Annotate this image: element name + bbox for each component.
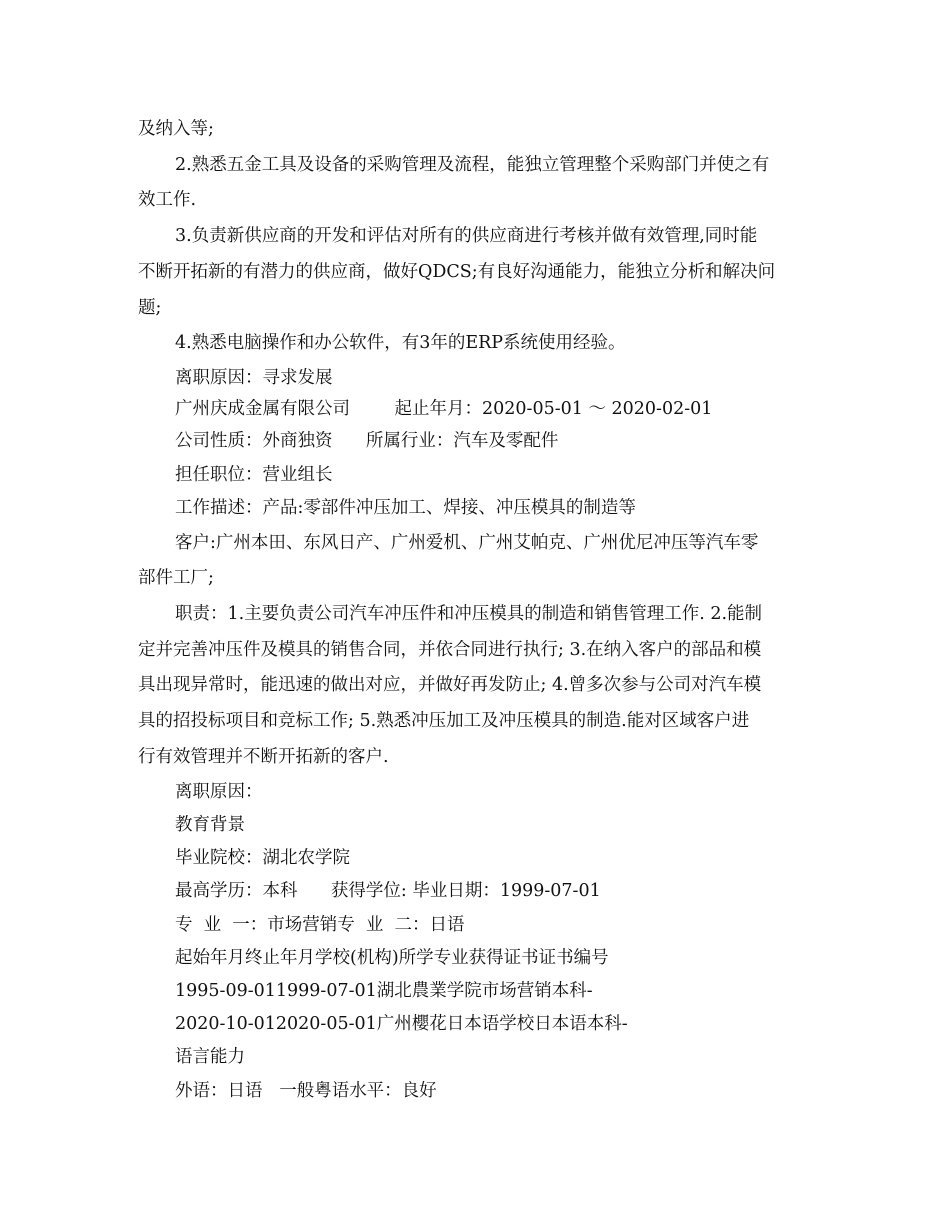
text-line: 离职原因：寻求发展 xyxy=(175,368,333,388)
text-line: 公司性质：外商独资 所属行业：汽车及零配件 xyxy=(175,431,559,451)
text-line: 题; xyxy=(138,298,162,318)
text-line: 具出现异常时，能迅速的做出对应，并做好再发防止; 4.曾多次参与公司对汽车模 xyxy=(138,675,762,695)
text-line: 教育背景 xyxy=(175,815,245,835)
text-line: 担任职位：营业组长 xyxy=(175,465,333,485)
text-line: 最高学历：本科 获得学位: 毕业日期：1999-07-01 xyxy=(175,881,601,901)
text-line: 起始年月终止年月学校(机构)所学专业获得证书证书编号 xyxy=(175,948,609,968)
text-line: 定并完善冲压件及模具的销售合同，并依合同进行执行; 3.在纳入客户的部品和模 xyxy=(138,640,762,660)
text-line: 4.熟悉电脑操作和办公软件，有3年的ERP系统使用经验。 xyxy=(175,333,626,353)
text-line: 及纳入等; xyxy=(138,119,214,139)
text-line: 1995-09-011999-07-01湖北農業学院市场营销本科- xyxy=(175,981,593,1001)
text-line: 部件工厂; xyxy=(138,568,214,588)
text-line: 不断开拓新的有潜力的供应商，做好QDCS;有良好沟通能力，能独立分析和解决问 xyxy=(138,262,776,282)
text-line: 具的招投标项目和竞标工作; 5.熟悉冲压加工及冲压模具的制造.能对区域客户进 xyxy=(138,711,750,731)
text-line: 外语：日语 一般粤语水平：良好 xyxy=(175,1081,437,1101)
text-line: 2.熟悉五金工具及设备的采购管理及流程，能独立管理整个采购部门并使之有 xyxy=(175,155,770,175)
text-line: 毕业院校：湖北农学院 xyxy=(175,848,350,868)
text-line: 语言能力 xyxy=(175,1047,245,1067)
text-line: 广州庆成金属有限公司 起止年月：2020-05-01 ～ 2020-02-01 xyxy=(175,399,713,419)
text-line: 离职原因： xyxy=(175,782,263,802)
text-line: 行有效管理并不断开拓新的客户. xyxy=(138,747,389,767)
text-line: 客户:广州本田、东风日产、广州爱机、广州艾帕克、广州优尼冲压等汽车零 xyxy=(175,533,759,553)
text-line: 工作描述：产品:零部件冲压加工、焊接、冲压模具的制造等 xyxy=(175,498,636,518)
text-line: 效工作. xyxy=(138,190,197,210)
text-line: 3.负责新供应商的开发和评估对所有的供应商进行考核并做有效管理,同时能 xyxy=(175,226,758,246)
text-line: 职责：1.主要负责公司汽车冲压件和冲压模具的制造和销售管理工作. 2.能制 xyxy=(175,604,763,624)
text-line: 2020-10-012020-05-01广州櫻花日本语学校日本语本科- xyxy=(175,1014,628,1034)
text-line: 专 业 一：市场营销专 业 二：日语 xyxy=(175,915,465,935)
